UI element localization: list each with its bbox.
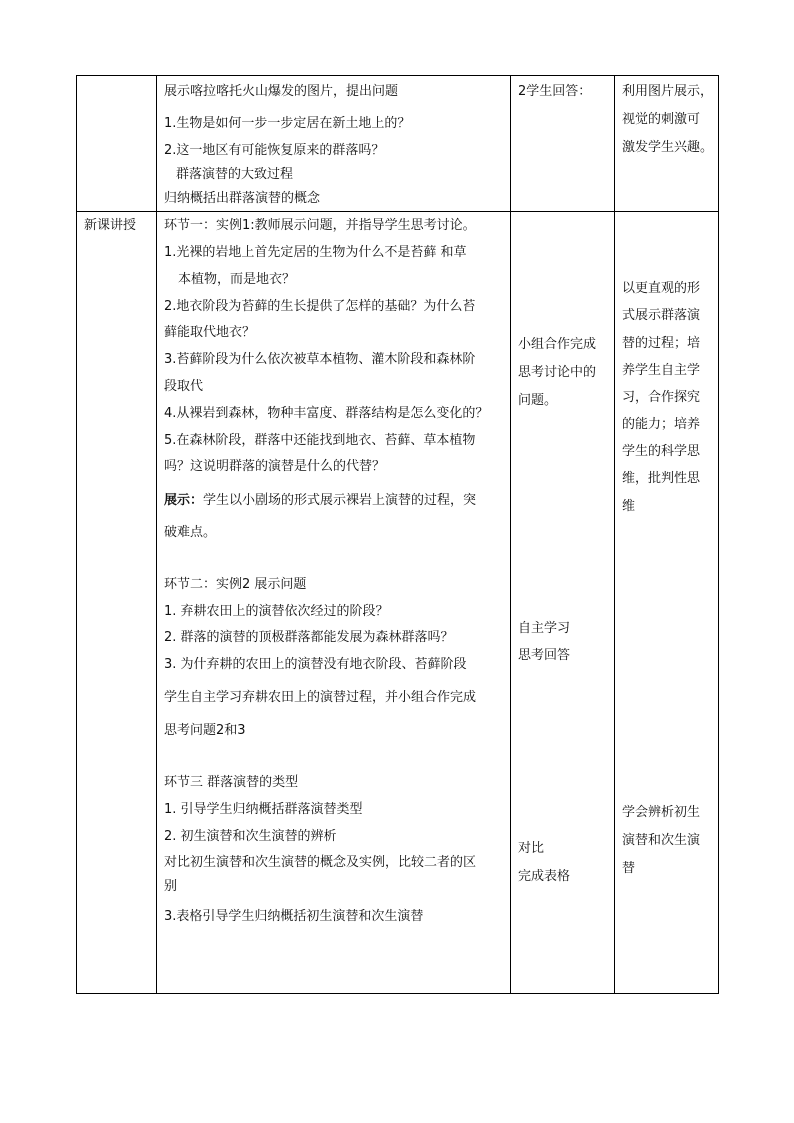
student-line: 自主学习	[518, 621, 571, 636]
intro-line: 群落演替的大致过程	[176, 167, 294, 182]
intro-line: 归纳概括出群落演替的概念	[164, 191, 321, 206]
question-line: 5.在森林阶段，群落中还能找到地衣、苔藓、草本植物	[164, 433, 476, 448]
question-line: 吗？这说明群落的演替是什么的代替？	[164, 459, 386, 474]
question-line: 段取代	[164, 379, 204, 394]
stage-cell	[77, 212, 157, 994]
student-response: 2学生回答：	[518, 84, 592, 99]
question-line: 3. 为什弃耕的农田上的演替没有地衣阶段、苔藓阶段	[164, 657, 467, 672]
intent-line: 维，批判性思	[622, 471, 701, 486]
intent-line: 演替和次生演	[622, 833, 701, 848]
student-line: 对比	[518, 841, 545, 856]
design-intent-cell	[615, 212, 719, 994]
intent-line: 激发学生兴趣。	[622, 140, 714, 155]
student-activity-cell	[511, 76, 615, 212]
intent-line: 替	[622, 861, 636, 876]
show-line	[164, 492, 476, 510]
student-line: 完成表格	[518, 869, 571, 884]
note-line: 思考问题2和3	[164, 723, 246, 738]
show-text-continued: 破难点。	[164, 525, 217, 540]
table-row-new-lesson	[77, 212, 719, 994]
student-line: 问题。	[518, 393, 558, 408]
intent-line: 养学生自主学	[622, 363, 701, 378]
intent-line: 学生的科学思	[622, 444, 701, 459]
teacher-activity-cell	[157, 212, 511, 994]
intent-line: 式展示群落演	[622, 308, 701, 323]
show-label: 展示：	[164, 493, 204, 508]
section-heading: 环节一：实例1:教师展示问题，并指导学生思考讨论。	[164, 218, 476, 233]
item-line: 1. 引导学生归纳概括群落演替类型	[164, 802, 363, 817]
student-activity-cell	[511, 212, 615, 994]
question-line: 本植物，而是地衣？	[178, 272, 296, 287]
item-line: 别	[164, 879, 178, 894]
item-line: 3.表格引导学生归纳概括初生演替和次生演替	[164, 909, 424, 924]
table-row-intro	[77, 76, 719, 212]
question-line: 藓能取代地衣？	[164, 325, 256, 340]
intro-question: 2.这一地区有可能恢复原来的群落吗？	[164, 143, 385, 158]
design-intent-cell	[615, 76, 719, 212]
student-line: 小组合作完成	[518, 337, 597, 352]
question-line: 1. 弃耕农田上的演替依次经过的阶段？	[164, 604, 389, 619]
question-line: 1.光裸的岩地上首先定居的生物为什么不是苔藓 和草	[164, 245, 467, 260]
section-heading: 环节三 群落演替的类型	[164, 775, 299, 790]
show-text: 学生以小剧场的形式展示裸岩上演替的过程，突	[203, 493, 477, 508]
intent-line: 习，合作探究	[622, 390, 701, 405]
intent-line: 视觉的刺激可	[622, 112, 701, 127]
item-line: 2. 初生演替和次生演替的辨析	[164, 829, 337, 844]
lesson-plan-table	[76, 75, 719, 994]
question-line: 2. 群落的演替的顶极群落都能发展为森林群落吗？	[164, 630, 454, 645]
question-line: 3.苔藓阶段为什么依次被草本植物、灌木阶段和森林阶	[164, 352, 476, 367]
section-heading: 环节二：实例2 展示问题	[164, 577, 307, 592]
intro-line: 展示喀拉喀托火山爆发的图片，提出问题	[164, 84, 399, 99]
note-line: 学生自主学习弃耕农田上的演替过程，并小组合作完成	[164, 690, 477, 705]
teacher-activity-cell	[157, 76, 511, 212]
student-line: 思考回答	[518, 648, 571, 663]
intent-line: 的能力；培养	[622, 417, 701, 432]
intent-line: 以更直观的形	[622, 281, 701, 296]
intent-line: 学会辨析初生	[622, 805, 701, 820]
intent-line: 维	[622, 499, 636, 514]
question-line: 2.地衣阶段为苔藓的生长提供了怎样的基础？为什么苔	[164, 299, 476, 314]
student-line: 思考讨论中的	[518, 365, 597, 380]
intent-line: 利用图片展示，	[622, 84, 714, 99]
intro-question: 1.生物是如何一步一步定居在新土地上的？	[164, 116, 411, 131]
item-line: 对比初生演替和次生演替的概念及实例，比较二者的区	[164, 855, 477, 870]
stage-cell-empty	[77, 76, 157, 212]
intent-line: 替的过程；培	[622, 336, 701, 351]
stage-label: 新课讲授	[84, 218, 137, 233]
question-line: 4.从裸岩到森林，物种丰富度、群落结构是怎么变化的？	[164, 406, 489, 421]
